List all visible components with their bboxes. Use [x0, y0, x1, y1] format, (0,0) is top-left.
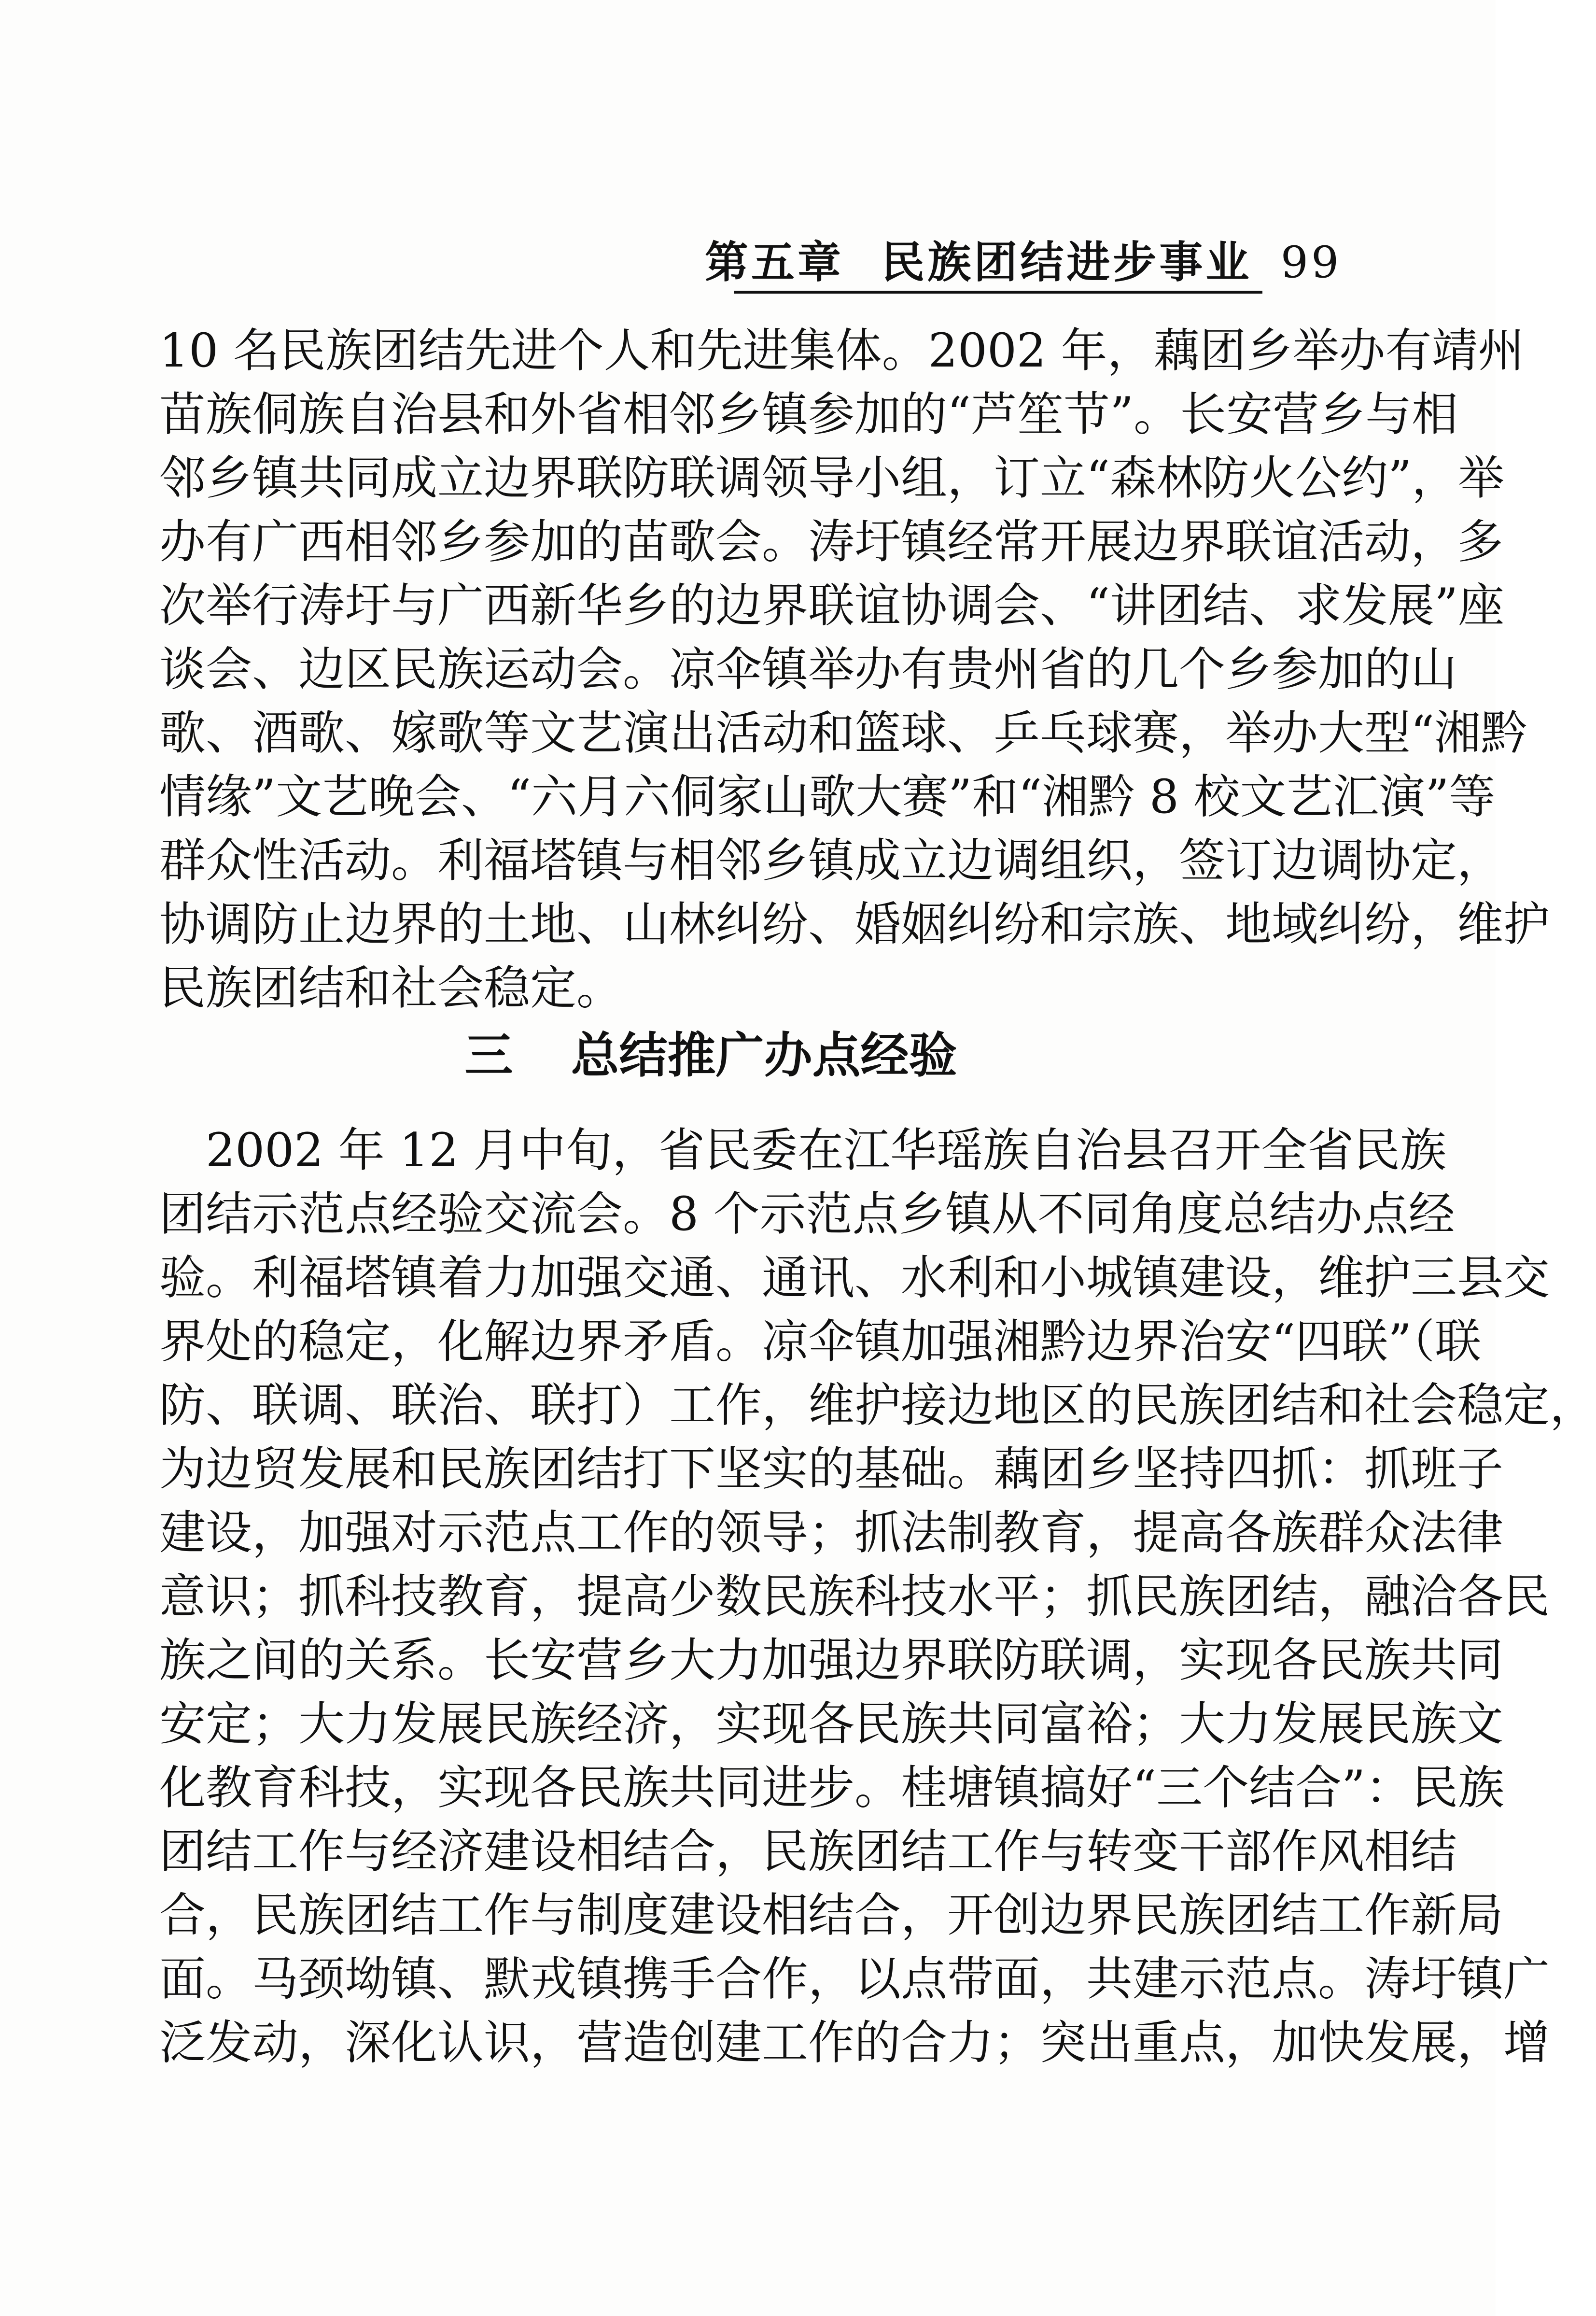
running-head	[705, 226, 1342, 298]
section-number: 三	[464, 1027, 513, 1084]
paragraph-2-line: 验。利福塔镇着力加强交通、通讯、水利和小城镇建设，维护三县交	[159, 1251, 1550, 1305]
paragraph-1-line: 邻乡镇共同成立边界联防联调领导小组，订立“森林防火公约”，举	[159, 451, 1505, 505]
chapter-label: 第五章	[705, 237, 844, 288]
paragraph-2-line: 意识；抓科技教育，提高少数民族科技水平；抓民族团结，融洽各民	[159, 1569, 1550, 1624]
paragraph-2-line: 界处的稳定，化解边界矛盾。凉伞镇加强湘黔边界治安“四联”（联	[159, 1314, 1482, 1369]
paragraph-2-line: 团结示范点经验交流会。8 个示范点乡镇从不同角度总结办点经	[159, 1187, 1455, 1241]
section-title: 总结推广办点经验	[571, 1027, 957, 1084]
paragraph-1-line: 10 名民族团结先进个人和先进集体。2002 年，藕团乡举办有靖州	[159, 324, 1525, 378]
paragraph-1-line: 协调防止边界的土地、山林纠纷、婚姻纠纷和宗族、地域纠纷，维护	[159, 897, 1550, 951]
paragraph-1-line: 苗族侗族自治县和外省相邻乡镇参加的“芦笙节”。长安营乡与相	[159, 387, 1458, 441]
paragraph-1-line: 群众性活动。利福塔镇与相邻乡镇成立边调组织，签订边调协定，	[159, 833, 1503, 888]
paragraph-2-line: 族之间的关系。长安营乡大力加强边界联防联调，实现各民族共同	[159, 1633, 1503, 1687]
paragraph-1-line: 民族团结和社会稳定。	[159, 961, 623, 1015]
paragraph-1-line: 办有广西相邻乡参加的苗歌会。涛圩镇经常开展边界联谊活动，多	[159, 515, 1503, 569]
paragraph-2-line: 化教育科技，实现各民族共同进步。桂塘镇搞好“三个结合”：民族	[159, 1761, 1505, 1815]
paragraph-2-line: 2002 年 12 月中旬，省民委在江华瑶族自治县召开全省民族	[206, 1123, 1447, 1177]
paragraph-2-line: 合，民族团结工作与制度建设相结合，开创边界民族团结工作新局	[159, 1888, 1503, 1942]
paragraph-2-line: 防、联调、联治、联打）工作，维护接边地区的民族团结和社会稳定，	[159, 1378, 1596, 1432]
chapter-title: 民族团结进步事业	[881, 237, 1252, 288]
paragraph-1-line: 情缘”文艺晚会、“六月六侗家山歌大赛”和“湘黔 8 校文艺汇演”等	[159, 770, 1496, 824]
section-heading	[159, 1022, 1262, 1089]
paragraph-1-line: 谈会、边区民族运动会。凉伞镇举办有贵州省的几个乡参加的山	[159, 642, 1457, 696]
paragraph-2-line: 安定；大力发展民族经济，实现各民族共同富裕；大力发展民族文	[159, 1697, 1503, 1751]
paragraph-2-line: 建设，加强对示范点工作的领导；抓法制教育，提高各族群众法律	[159, 1506, 1503, 1560]
paragraph-2-line: 面。马颈坳镇、默戎镇携手合作，以点带面，共建示范点。涛圩镇广	[159, 1952, 1550, 2006]
header-rule	[734, 291, 1262, 294]
paragraph-2-line: 泛发动，深化认识，营造创建工作的合力；突出重点，加快发展，增	[159, 2016, 1550, 2070]
paragraph-1-line: 歌、酒歌、嫁歌等文艺演出活动和篮球、乒乓球赛，举办大型“湘黔	[159, 706, 1527, 760]
page-number: 99	[1280, 237, 1342, 288]
paragraph-1-line: 次举行涛圩与广西新华乡的边界联谊协调会、“讲团结、求发展”座	[159, 579, 1505, 633]
paragraph-2-line: 团结工作与经济建设相结合，民族团结工作与转变干部作风相结	[159, 1824, 1457, 1878]
paragraph-2-line: 为边贸发展和民族团结打下坚实的基础。藕团乡坚持四抓：抓班子	[159, 1442, 1503, 1496]
